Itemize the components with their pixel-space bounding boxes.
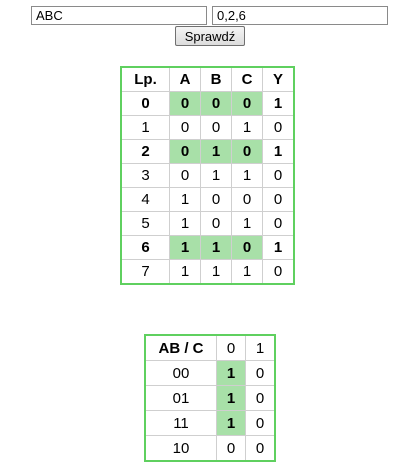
truth-row xyxy=(121,212,294,236)
truth-cell-a: 0 xyxy=(170,92,201,116)
kmap-col-header: 1 xyxy=(246,335,276,361)
truth-cell-b: 1 xyxy=(201,140,232,164)
kmap-cell: 0 xyxy=(246,386,276,411)
truth-header-a: A xyxy=(170,67,201,92)
truth-row xyxy=(121,116,294,140)
truth-cell-y: 0 xyxy=(263,164,295,188)
truth-table-header-row xyxy=(121,67,294,92)
truth-cell-a: 1 xyxy=(170,236,201,260)
truth-cell-lp: 3 xyxy=(121,164,170,188)
truth-table xyxy=(120,66,295,285)
truth-header-b: B xyxy=(201,67,232,92)
truth-cell-a: 1 xyxy=(170,260,201,285)
truth-cell-lp: 4 xyxy=(121,188,170,212)
truth-cell-lp: 5 xyxy=(121,212,170,236)
truth-cell-a: 0 xyxy=(170,116,201,140)
kmap-row-label: 10 xyxy=(145,436,217,462)
truth-cell-lp: 6 xyxy=(121,236,170,260)
kmap-row-label: 11 xyxy=(145,411,217,436)
kmap-col-header: 0 xyxy=(217,335,246,361)
karnaugh-map xyxy=(144,334,276,462)
truth-header-lp: Lp. xyxy=(121,67,170,92)
truth-cell-b: 1 xyxy=(201,164,232,188)
truth-header-y: Y xyxy=(263,67,295,92)
truth-cell-lp: 7 xyxy=(121,260,170,285)
truth-row xyxy=(121,140,294,164)
truth-cell-b: 0 xyxy=(201,212,232,236)
truth-cell-y: 1 xyxy=(263,140,295,164)
truth-cell-c: 1 xyxy=(232,260,263,285)
kmap-cell: 0 xyxy=(246,361,276,386)
truth-row xyxy=(121,188,294,212)
truth-cell-b: 1 xyxy=(201,260,232,285)
kmap-cell: 0 xyxy=(246,411,276,436)
truth-cell-a: 0 xyxy=(170,140,201,164)
truth-row xyxy=(121,92,294,116)
truth-cell-b: 0 xyxy=(201,92,232,116)
kmap-row xyxy=(145,411,275,436)
kmap-row-label: 01 xyxy=(145,386,217,411)
kmap-cell: 0 xyxy=(217,436,246,462)
variables-input[interactable] xyxy=(31,6,207,25)
kmap-row-label: 00 xyxy=(145,361,217,386)
truth-cell-c: 1 xyxy=(232,212,263,236)
truth-row xyxy=(121,236,294,260)
kmap-cell: 1 xyxy=(217,411,246,436)
kmap-cell: 1 xyxy=(217,386,246,411)
truth-cell-c: 0 xyxy=(232,188,263,212)
truth-cell-lp: 0 xyxy=(121,92,170,116)
truth-cell-b: 0 xyxy=(201,188,232,212)
truth-cell-a: 0 xyxy=(170,164,201,188)
truth-cell-c: 0 xyxy=(232,140,263,164)
truth-cell-c: 0 xyxy=(232,92,263,116)
truth-cell-c: 1 xyxy=(232,116,263,140)
kmap-header-row xyxy=(145,335,275,361)
truth-cell-y: 1 xyxy=(263,236,295,260)
truth-cell-y: 0 xyxy=(263,188,295,212)
kmap-row xyxy=(145,436,275,462)
truth-row xyxy=(121,260,294,285)
truth-cell-lp: 2 xyxy=(121,140,170,164)
kmap-row xyxy=(145,386,275,411)
truth-cell-b: 1 xyxy=(201,236,232,260)
truth-cell-a: 1 xyxy=(170,188,201,212)
kmap-cell: 0 xyxy=(246,436,276,462)
truth-cell-lp: 1 xyxy=(121,116,170,140)
check-button[interactable]: Sprawdź xyxy=(175,26,245,46)
truth-cell-y: 0 xyxy=(263,260,295,285)
truth-cell-y: 0 xyxy=(263,116,295,140)
minterms-input[interactable] xyxy=(212,6,388,25)
truth-row xyxy=(121,164,294,188)
truth-cell-y: 1 xyxy=(263,92,295,116)
kmap-cell: 1 xyxy=(217,361,246,386)
truth-cell-b: 0 xyxy=(201,116,232,140)
truth-cell-a: 1 xyxy=(170,212,201,236)
truth-cell-y: 0 xyxy=(263,212,295,236)
kmap-corner-label: AB / C xyxy=(145,335,217,361)
truth-cell-c: 0 xyxy=(232,236,263,260)
kmap-row xyxy=(145,361,275,386)
truth-header-c: C xyxy=(232,67,263,92)
truth-cell-c: 1 xyxy=(232,164,263,188)
